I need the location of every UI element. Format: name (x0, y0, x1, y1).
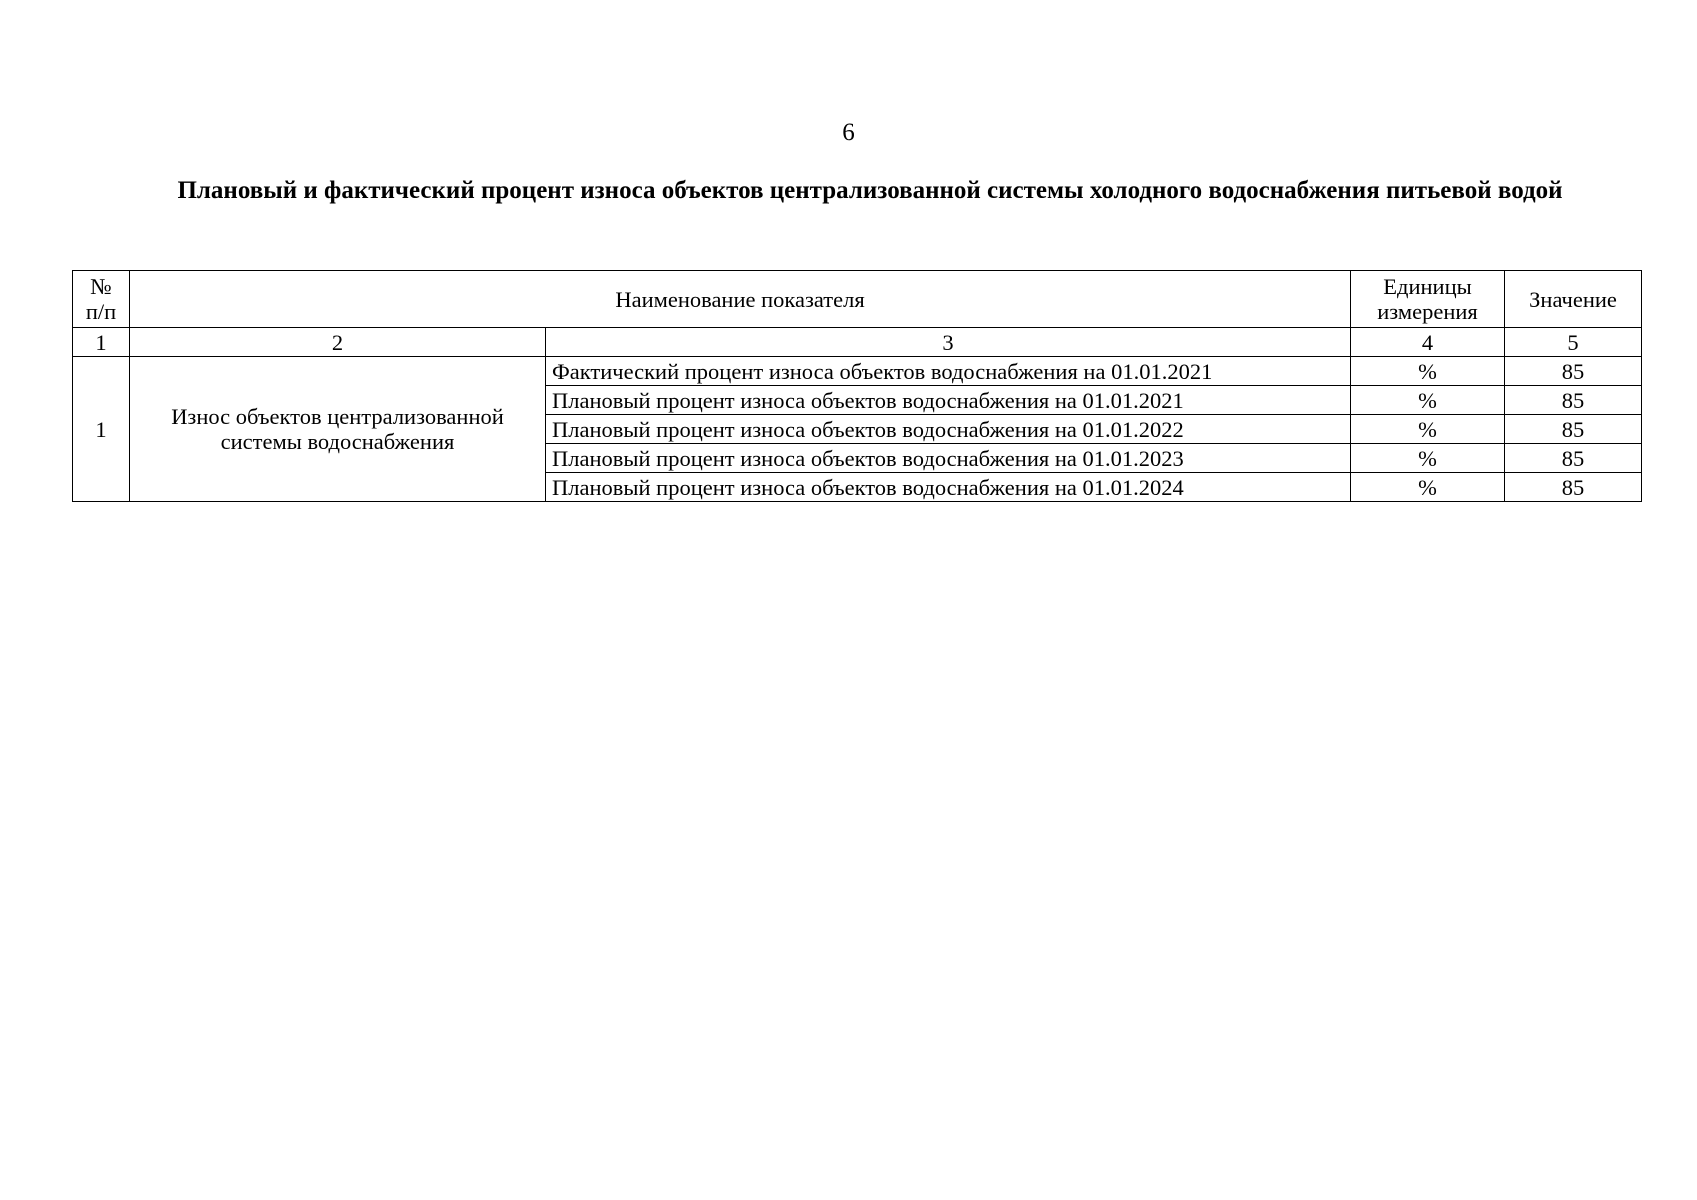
header-no-line2: п/п (85, 299, 117, 324)
table-row (73, 357, 1642, 386)
group-name-line1: Износ объектов централизованной (171, 404, 504, 429)
indicator-unit: % (1351, 357, 1505, 386)
group-number: 1 (73, 357, 130, 502)
column-number: 5 (1505, 328, 1642, 357)
header-units (1351, 271, 1505, 328)
column-number: 1 (73, 328, 130, 357)
group-name-line2: системы водоснабжения (220, 429, 455, 454)
header-no-line1: № (90, 274, 112, 299)
indicator-name: Плановый процент износа объектов водоснабжения на 01.01.2024 (546, 473, 1351, 502)
indicator-value: 85 (1505, 386, 1642, 415)
indicators-table (72, 270, 1642, 502)
header-no (73, 271, 130, 328)
column-number: 3 (546, 328, 1351, 357)
header-units-line1: Единицы (1383, 274, 1472, 299)
page-number: 6 (842, 119, 855, 146)
group-name (130, 357, 546, 502)
header-indicator-name: Наименование показателя (130, 271, 1351, 328)
indicator-value: 85 (1505, 415, 1642, 444)
column-numbers-row (73, 328, 1642, 357)
indicator-value: 85 (1505, 444, 1642, 473)
indicator-value: 85 (1505, 473, 1642, 502)
indicator-value: 85 (1505, 357, 1642, 386)
column-number: 2 (130, 328, 546, 357)
indicator-unit: % (1351, 444, 1505, 473)
indicator-name: Фактический процент износа объектов водоснабжения на 01.01.2021 (546, 357, 1351, 386)
indicator-unit: % (1351, 386, 1505, 415)
indicator-name: Плановый процент износа объектов водоснабжения на 01.01.2023 (546, 444, 1351, 473)
table-header-row (73, 271, 1642, 328)
indicator-unit: % (1351, 415, 1505, 444)
column-number: 4 (1351, 328, 1505, 357)
header-units-line2: измерения (1377, 299, 1478, 324)
indicator-name: Плановый процент износа объектов водоснабжения на 01.01.2022 (546, 415, 1351, 444)
page-title: Плановый и фактический процент износа объектов централизованной системы холодного водоснабжения питьевой водой (177, 177, 1563, 204)
indicator-unit: % (1351, 473, 1505, 502)
indicator-name: Плановый процент износа объектов водоснабжения на 01.01.2021 (546, 386, 1351, 415)
header-value: Значение (1505, 271, 1642, 328)
